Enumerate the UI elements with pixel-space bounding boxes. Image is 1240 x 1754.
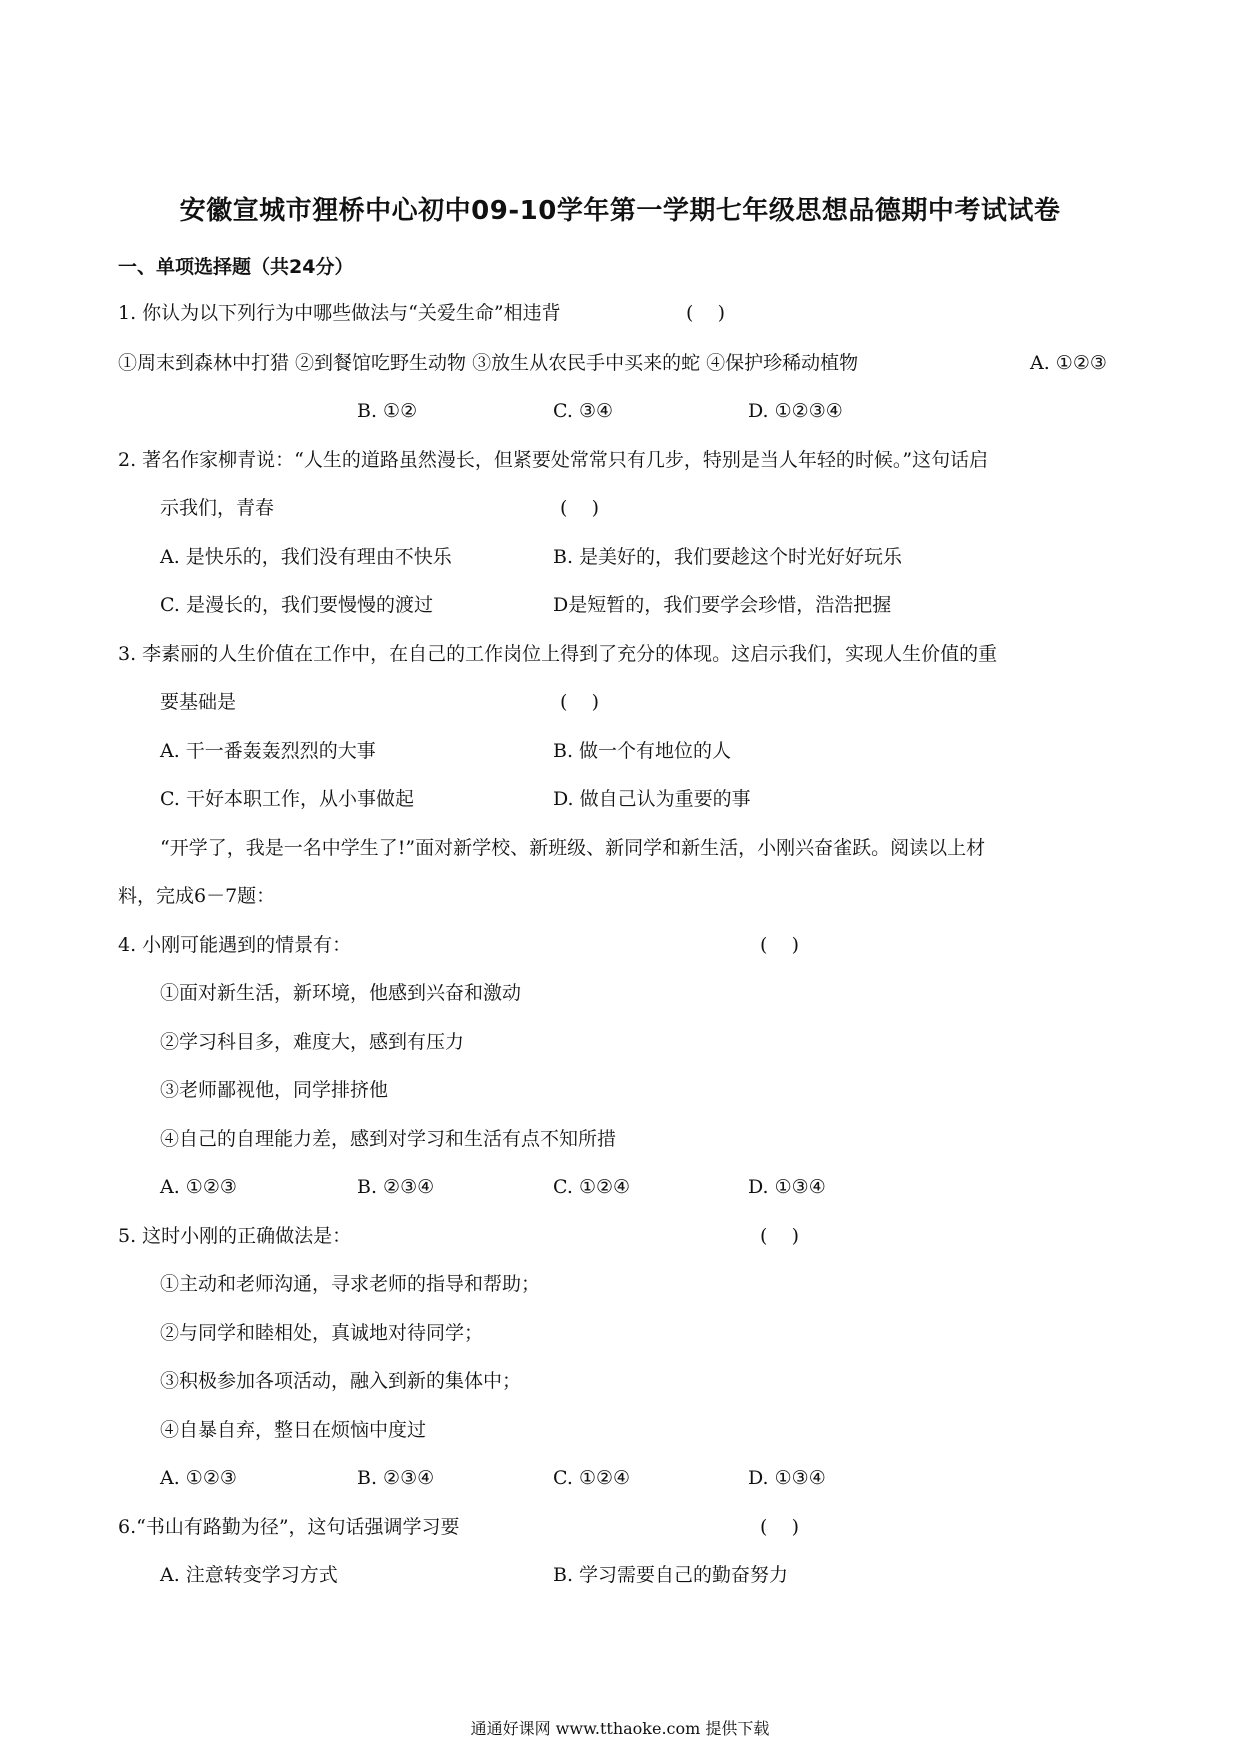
q3-stem: 3. 李素丽的人生价值在工作中，在自己的工作岗位上得到了充分的体现。这启示我们，实现人生价值的重: [118, 643, 998, 665]
reading-material-cont: 料，完成6－7题：: [118, 885, 276, 907]
q5-option-b: B. ②③④: [357, 1467, 435, 1489]
q5-item-3: ③积极参加各项活动，融入到新的集体中；: [160, 1370, 522, 1392]
q3-option-d: D. 做自己认为重要的事: [553, 788, 751, 810]
q2-stem: 2. 著名作家柳青说：“人生的道路虽然漫长，但紧要处常常只有几步，特别是当人年轻的时候。”这句话启: [118, 449, 989, 471]
q5-option-d: D. ①③④: [748, 1467, 826, 1489]
q2-option-d: D是短暂的，我们要学会珍惜，浩浩把握: [553, 594, 892, 616]
q6-option-a: A. 注意转变学习方式: [160, 1564, 338, 1586]
q2-option-a: A. 是快乐的，我们没有理由不快乐: [160, 546, 452, 568]
q5-item-4: ④自暴自弃，整日在烦恼中度过: [160, 1419, 427, 1441]
q3-option-c: C. 干好本职工作，从小事做起: [160, 788, 414, 810]
q5-stem: 5. 这时小刚的正确做法是：: [118, 1225, 352, 1247]
q4-option-b: B. ②③④: [357, 1176, 435, 1198]
q1-option-d: D. ①②③④: [748, 400, 843, 422]
q6-answer-bracket: ( ): [760, 1516, 799, 1538]
q1-option-b: B. ①②: [357, 400, 418, 422]
page-footer: 通通好课网 www.tthaoke.com 提供下载: [470, 1719, 770, 1738]
q2-stem-cont: 示我们，青春: [160, 497, 275, 519]
q5-item-2: ②与同学和睦相处，真诚地对待同学；: [160, 1322, 484, 1344]
q4-item-3: ③老师鄙视他，同学排挤他: [160, 1079, 389, 1101]
q1-option-a: A. ①②③: [1030, 352, 1107, 374]
q3-option-b: B. 做一个有地位的人: [553, 740, 732, 762]
q6-stem: 6.“书山有路勤为径”，这句话强调学习要: [118, 1516, 460, 1538]
reading-material: “开学了，我是一名中学生了!”面对新学校、新班级、新同学和新生活，小刚兴奋雀跃。阅读以上材: [160, 837, 986, 859]
q4-item-4: ④自己的自理能力差，感到对学习和生活有点不知所措: [160, 1128, 617, 1150]
q4-answer-bracket: ( ): [760, 934, 799, 956]
q5-answer-bracket: ( ): [760, 1225, 799, 1247]
section-heading: 一、单项选择题（共24分）: [118, 256, 354, 278]
q5-item-1: ①主动和老师沟通，寻求老师的指导和帮助；: [160, 1273, 541, 1295]
q2-option-b: B. 是美好的，我们要趁这个时光好好玩乐: [553, 546, 903, 568]
q1-items: ①周末到森林中打猎 ②到餐馆吃野生动物 ③放生从农民手中买来的蛇 ④保护珍稀动植物: [118, 352, 859, 374]
q5-option-c: C. ①②④: [553, 1467, 631, 1489]
q1-answer-bracket: ( ): [686, 302, 725, 324]
q3-answer-bracket: ( ): [560, 691, 599, 713]
q4-option-d: D. ①③④: [748, 1176, 826, 1198]
q4-item-2: ②学习科目多，难度大，感到有压力: [160, 1031, 465, 1053]
q4-option-c: C. ①②④: [553, 1176, 631, 1198]
q2-option-c: C. 是漫长的，我们要慢慢的渡过: [160, 594, 433, 616]
q3-option-a: A. 干一番轰轰烈烈的大事: [160, 740, 376, 762]
q5-option-a: A. ①②③: [160, 1467, 237, 1489]
page-title: 安徽宣城市狸桥中心初中09-10学年第一学期七年级思想品德期中考试试卷: [179, 196, 1061, 226]
q6-option-b: B. 学习需要自己的勤奋努力: [553, 1564, 789, 1586]
q4-stem: 4. 小刚可能遇到的情景有：: [118, 934, 352, 956]
q2-answer-bracket: ( ): [560, 497, 599, 519]
q4-item-1: ①面对新生活，新环境，他感到兴奋和激动: [160, 982, 522, 1004]
q4-option-a: A. ①②③: [160, 1176, 237, 1198]
q1-option-c: C. ③④: [553, 400, 614, 422]
q1-stem: 1. 你认为以下列行为中哪些做法与“关爱生命”相违背: [118, 302, 561, 324]
q3-stem-cont: 要基础是: [160, 691, 237, 713]
